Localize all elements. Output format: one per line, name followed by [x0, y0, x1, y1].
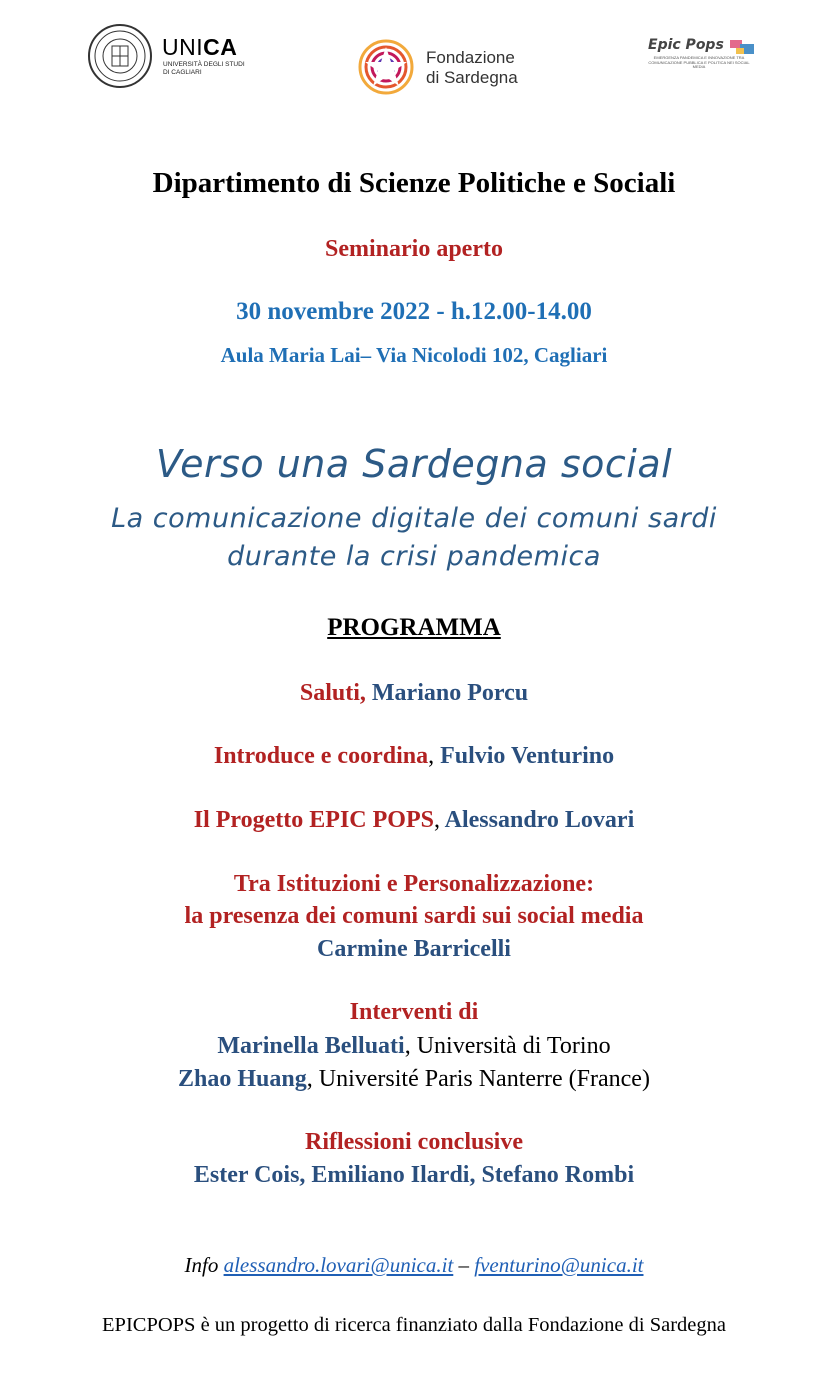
program-intervento-1: Marinella Belluati, Università di Torino — [217, 1033, 611, 1059]
funding-note: EPICPOPS è un progetto di ricerca finanziato dalla Fondazione di Sardegna — [102, 1314, 726, 1336]
fondazione-wordmark: Fondazione di Sardegna — [426, 48, 518, 87]
program-talk-title-line2: la presenza dei comuni sardi sui social media — [184, 903, 644, 929]
program-talk-title-line1: Tra Istituzioni e Personalizzazione: — [233, 871, 595, 897]
unica-wordmark: UNICA — [162, 34, 238, 60]
program-intervento-2: Zhao Huang, Université Paris Nanterre (France) — [178, 1066, 650, 1092]
program-interventi-label: Interventi di — [349, 999, 479, 1025]
program-item-epicpops: Il Progetto EPIC POPS, Alessandro Lovari — [193, 807, 635, 833]
email-link-lovari[interactable]: alessandro.lovari@unica.it — [223, 1253, 454, 1277]
seminar-subtitle-line2: durante la crisi pandemica — [227, 541, 601, 572]
unica-subtitle: UNIVERSITÀ DEGLI STUDI DI CAGLIARI — [163, 61, 245, 76]
event-location: Aula Maria Lai– Via Nicolodi 102, Cagliari — [220, 343, 608, 367]
email-link-venturino[interactable]: fventurino@unica.it — [474, 1253, 644, 1277]
unica-seal-logo — [88, 24, 152, 88]
program-conclusions-speakers: Ester Cois, Emiliano Ilardi, Stefano Rombi — [193, 1162, 635, 1188]
program-item-intro: Introduce e coordina, Fulvio Venturino — [213, 743, 615, 769]
department-heading: Dipartimento di Scienze Politiche e Sociali — [152, 167, 676, 199]
event-date: 30 novembre 2022 - h.12.00-14.00 — [236, 298, 592, 325]
epicpops-logo-title: Epic Pops — [648, 37, 724, 53]
seminar-subtitle-line1: La comunicazione digitale dei comuni sardi — [111, 503, 717, 534]
seminar-title: Verso una Sardegna social — [155, 442, 673, 486]
program-heading: PROGRAMMA — [327, 614, 501, 641]
epicpops-logo-graphic — [728, 38, 758, 56]
program-item-saluti: Saluti, Mariano Porcu — [299, 680, 529, 706]
program-talk-speaker: Carmine Barricelli — [317, 936, 511, 962]
contact-info: Info alessandro.lovari@unica.it – fventurino@unica.it — [184, 1253, 644, 1277]
epicpops-tagline: EMERGENZA PANDEMICA E INNOVAZIONE TRA COMUNICAZIONE PUBBLICA E POLITICA NEI SOCIAL MEDIA — [648, 55, 750, 70]
seminar-type: Seminario aperto — [325, 236, 503, 262]
program-conclusions-label: Riflessioni conclusive — [304, 1129, 523, 1155]
fondazione-star-logo — [357, 38, 415, 96]
